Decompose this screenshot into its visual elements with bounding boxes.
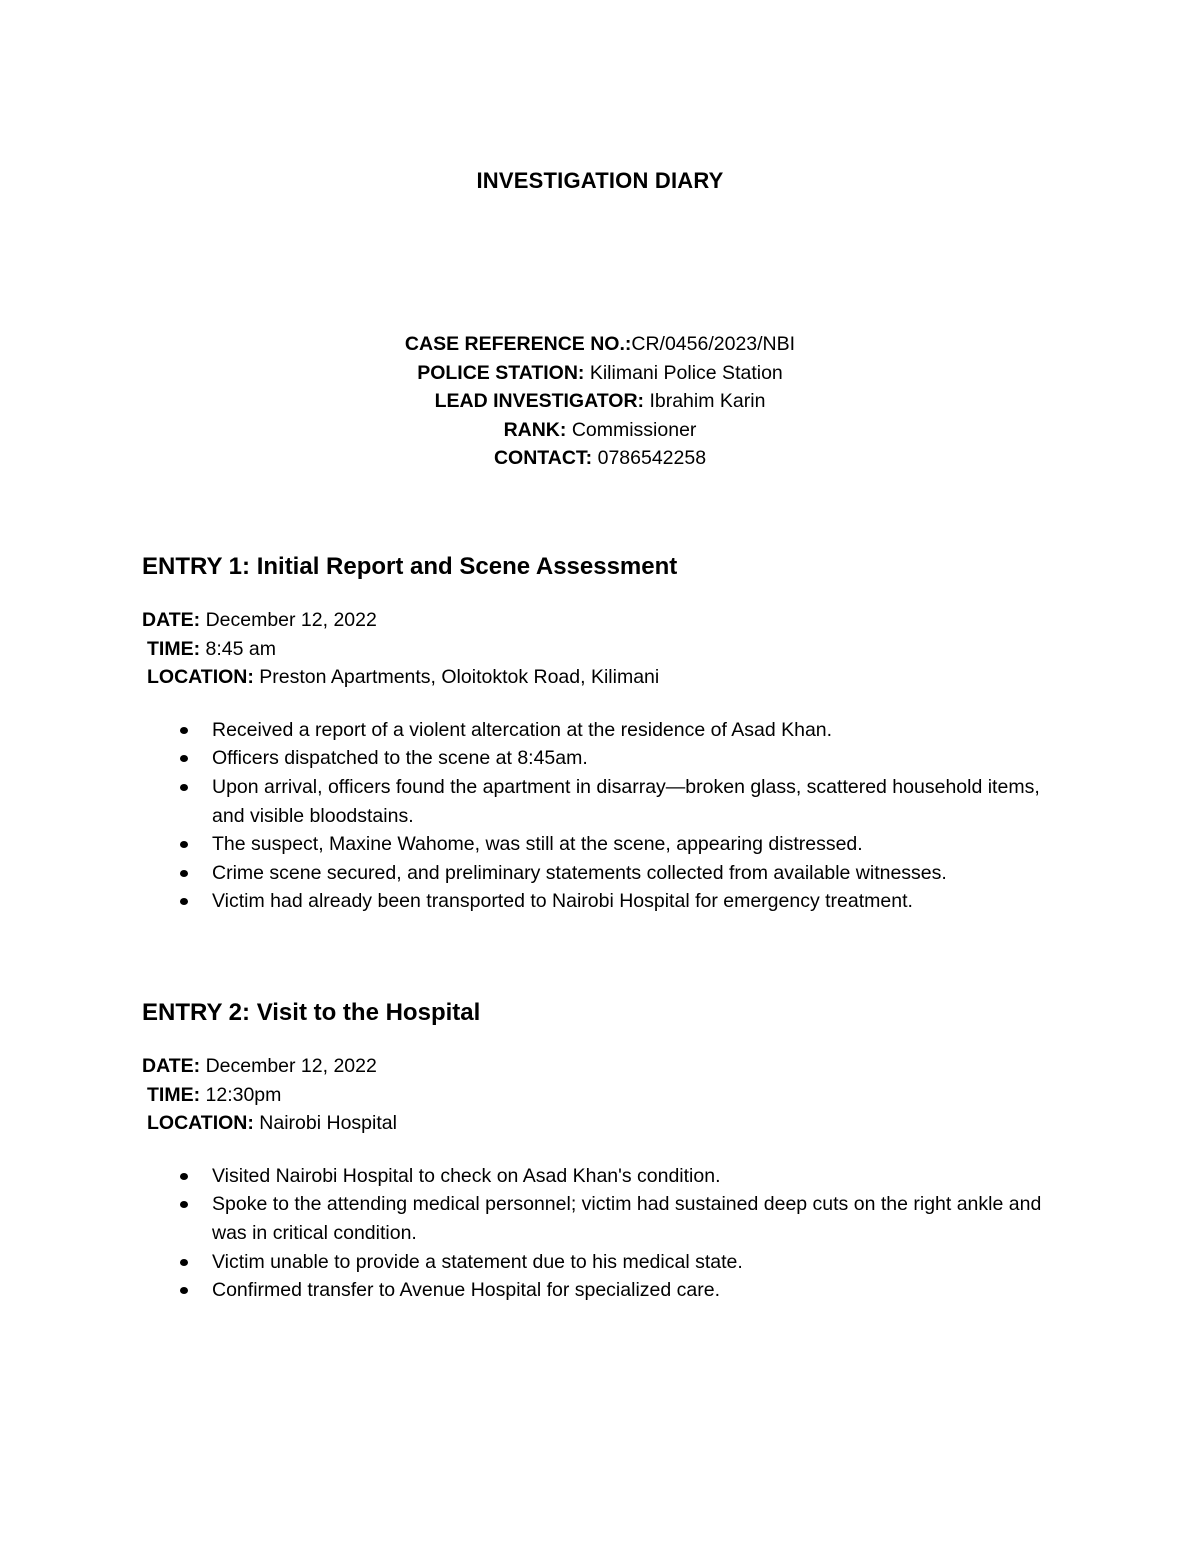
entry-heading: ENTRY 2: Visit to the Hospital (142, 999, 481, 1026)
contact-line (0, 444, 1200, 473)
bullet-icon (180, 727, 188, 734)
contact-label: CONTACT: (493, 447, 593, 470)
list-item-text: Crime scene secured, and preliminary statements collected from available witnesses. (212, 861, 947, 884)
entry-meta (142, 1052, 1062, 1138)
location-value: Nairobi Hospital (259, 1112, 397, 1135)
entry-1 (142, 552, 1062, 916)
location-label: LOCATION: (147, 666, 254, 689)
contact-value: 0786542258 (597, 447, 707, 470)
list-item (142, 1276, 1042, 1305)
list-item (142, 887, 1042, 916)
time-value: 12:30pm (205, 1083, 282, 1106)
bullet-icon (180, 1201, 188, 1208)
police-station-value: Kilimani Police Station (589, 361, 783, 384)
list-item-text: Upon arrival, officers found the apartment in disarray—broken glass, scattered household items, and visible bloodstains. (212, 775, 1040, 827)
police-station-label: POLICE STATION: (417, 361, 585, 384)
rank-value: Commissioner (571, 418, 697, 441)
police-station-line (0, 359, 1200, 388)
bullet-icon (180, 1287, 188, 1294)
list-item (142, 1248, 1042, 1277)
list-item-text: Visited Nairobi Hospital to check on Asad Khan's condition. (212, 1164, 721, 1187)
time-line (142, 635, 1062, 664)
list-item-text: The suspect, Maxine Wahome, was still at the scene, appearing distressed. (212, 833, 863, 856)
date-line (142, 606, 1062, 635)
list-item (142, 716, 1042, 745)
bullet-icon (180, 1259, 188, 1266)
bullet-icon (180, 755, 188, 762)
list-item-text: Received a report of a violent altercation at the residence of Asad Khan. (212, 718, 833, 741)
lead-investigator-value: Ibrahim Karin (649, 390, 766, 413)
location-line (142, 663, 1062, 692)
entry-bullet-list (142, 716, 1062, 916)
bullet-icon (180, 898, 188, 905)
entry-2 (142, 998, 1062, 1305)
time-value: 8:45 am (205, 637, 276, 660)
date-value: December 12, 2022 (205, 1055, 377, 1077)
bullet-icon (180, 841, 188, 848)
list-item-text: Victim unable to provide a statement due to his medical state. (212, 1250, 743, 1273)
entry-heading: ENTRY 1: Initial Report and Scene Assessment (142, 553, 678, 580)
lead-investigator-label: LEAD INVESTIGATOR: (434, 390, 645, 413)
location-line (142, 1109, 1062, 1138)
case-reference-label: CASE REFERENCE NO.: (404, 333, 632, 355)
date-value: December 12, 2022 (205, 609, 377, 631)
time-label: TIME: (147, 637, 201, 660)
date-label: DATE: (142, 1055, 201, 1077)
bullet-icon (180, 870, 188, 877)
lead-investigator-line (0, 387, 1200, 416)
list-item (142, 773, 1042, 830)
list-item (142, 859, 1042, 888)
location-label: LOCATION: (147, 1112, 254, 1135)
date-line (142, 1052, 1062, 1081)
rank-line (0, 416, 1200, 445)
list-item-text: Victim had already been transported to Nairobi Hospital for emergency treatment. (212, 890, 913, 913)
case-info-block (0, 330, 1200, 473)
document-title: INVESTIGATION DIARY (476, 168, 724, 193)
case-reference-value: CR/0456/2023/NBI (631, 333, 796, 355)
bullet-icon (180, 1173, 188, 1180)
rank-label: RANK: (503, 418, 567, 441)
list-item-text: Spoke to the attending medical personnel; victim had sustained deep cuts on the right ankle and was in critical condition. (212, 1193, 1042, 1244)
time-line (142, 1081, 1062, 1110)
time-label: TIME: (147, 1083, 201, 1106)
list-item-text: Officers dispatched to the scene at 8:45am. (212, 747, 588, 770)
entry-bullet-list (142, 1162, 1062, 1305)
list-item (142, 1190, 1042, 1247)
list-item (142, 744, 1042, 773)
list-item-text: Confirmed transfer to Avenue Hospital for specialized care. (212, 1279, 720, 1302)
location-value: Preston Apartments, Oloitoktok Road, Kilimani (259, 666, 660, 689)
case-reference-line (0, 330, 1200, 359)
list-item (142, 1162, 1042, 1191)
bullet-icon (180, 784, 188, 791)
entry-meta (142, 606, 1062, 692)
date-label: DATE: (142, 609, 201, 631)
list-item (142, 830, 1042, 859)
